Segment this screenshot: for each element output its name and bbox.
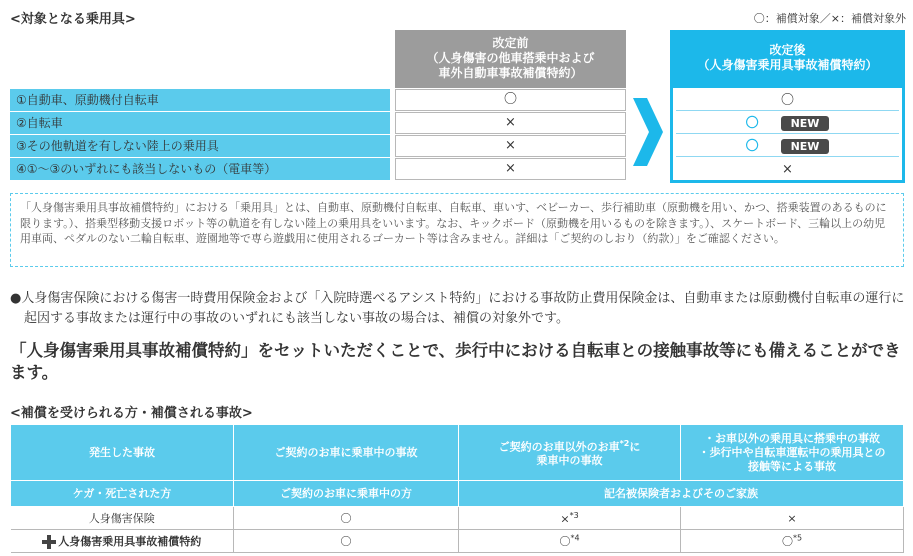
header-col3-line: ・歩行中や自転車運転中の乗用具との	[698, 445, 886, 459]
legend-note: 〇：補償対象／×：補償対象外	[753, 12, 906, 25]
footnote-ref: *4	[570, 533, 580, 543]
new-badge: NEW	[781, 139, 830, 154]
after-header	[673, 33, 902, 88]
person-col1: ご契約のお車に乗車中の方	[234, 481, 459, 507]
table-row	[11, 530, 904, 553]
coverage-table	[10, 424, 904, 553]
row-cell	[681, 530, 904, 553]
header-col2	[459, 425, 681, 481]
coverage-section-title: <補償を受けられる方・補償される事故>	[10, 406, 253, 421]
vehicle-row-label: ④①～③のいずれにも該当しないもの（電車等）	[10, 158, 390, 180]
before-header-line: 車外自動車事故補償特約）	[438, 66, 583, 80]
new-badge: NEW	[781, 116, 830, 131]
note-box: 「人身傷害乗用具事故補償特約」における「乗用具」とは、自動車、原動機付自転車、自転車、車いす、ベビーカー、歩行補助車（原動機を用い、かつ、搭乗装置のあるものに限ります。）、搭乗型移動支援ロボット等の軌道を有しない陸上の乗用具をいいます。なお、キックボード（原動機を用いるものを除きます。）、スケートボード、三輪以上の幼児用車両、ペダルのない二輪自転車、遊園地等で専ら遊戯用に使用されるゴーカート等は含みません。詳細は「ご契約のしおり（約款）」をご確認ください。	[10, 193, 904, 267]
row-cell-mark: 〇	[781, 535, 793, 548]
footnote-ref: *5	[792, 533, 803, 543]
row-label	[11, 530, 234, 553]
header-col3-line: 接触等による事故	[748, 459, 836, 473]
footnote-ref: *2	[619, 438, 630, 448]
after-box	[670, 30, 905, 183]
table-row	[11, 507, 904, 530]
vehicle-row-label: ③その他軌道を有しない陸上の乗用具	[10, 135, 390, 157]
before-cell: ×	[395, 112, 626, 134]
row-label-text: 人身傷害乗用具事故補償特約	[58, 535, 202, 548]
after-cell	[676, 159, 899, 180]
after-cell-mark: 〇	[780, 93, 794, 108]
after-cell	[676, 136, 899, 157]
bullet-note: ●人身傷害保険における傷害一時費用保険金および「入院時選べるアシスト特約」における事故防止費用保険金は、自動車または原動機付自転車の運行に起因する事故または運行中の事故のいずれにも該当しない事故の場合は、補償の対象外です。	[10, 291, 905, 326]
plus-icon	[42, 535, 56, 549]
header-col3-line: ・お車以外の乗用具に搭乗中の事故	[704, 431, 880, 445]
after-cell	[676, 90, 899, 111]
header-col1: ご契約のお車に乗車中の事故	[234, 425, 459, 481]
row-cell: 〇	[234, 507, 459, 530]
row-cell	[459, 507, 681, 530]
vehicle-row-label: ①自動車、原動機付自転車	[10, 89, 390, 111]
row-cell: 〇	[234, 530, 459, 553]
before-header-line: 改定前	[492, 36, 529, 50]
after-cell-mark: 〇	[745, 116, 759, 131]
before-cell: 〇	[395, 89, 626, 111]
vehicle-row-label: ②自転車	[10, 112, 390, 134]
header-col2-text: ご契約のお車以外のお車	[498, 440, 620, 454]
after-cell-mark: ×	[782, 162, 793, 177]
header-col2-text: 乗車中の事故	[536, 454, 603, 468]
after-cell-mark: 〇	[745, 139, 759, 154]
row-cell: ×	[681, 507, 904, 530]
row-label: 人身傷害保険	[11, 507, 234, 530]
headline: 「人身傷害乗用具事故補償特約」をセットいただくことで、歩行中における自転車との接触事故等にも備えることができます。	[10, 341, 901, 382]
header-col2-text: に	[629, 440, 641, 454]
before-cell: ×	[395, 135, 626, 157]
header-person: ケガ・死亡された方	[11, 481, 234, 507]
footnote-ref: *3	[569, 510, 579, 520]
before-header	[395, 30, 626, 88]
before-cell: ×	[395, 158, 626, 180]
after-header-line: 改定後	[769, 43, 806, 57]
header-accident: 発生した事故	[11, 425, 234, 481]
row-cell-mark: 〇	[559, 535, 571, 548]
row-cell-mark: ×	[560, 512, 570, 526]
person-col2: 記名被保険者およびそのご家族	[459, 481, 904, 507]
vehicles-section-title: <対象となる乗用具>	[10, 12, 136, 27]
arrow-right-icon	[633, 98, 663, 166]
after-header-line: （人身傷害乗用具事故補償特約）	[697, 58, 878, 72]
before-header-line: （人身傷害の他車搭乗中および	[426, 51, 595, 65]
after-cell	[676, 113, 899, 134]
row-cell	[459, 530, 681, 553]
header-col3	[681, 425, 904, 481]
